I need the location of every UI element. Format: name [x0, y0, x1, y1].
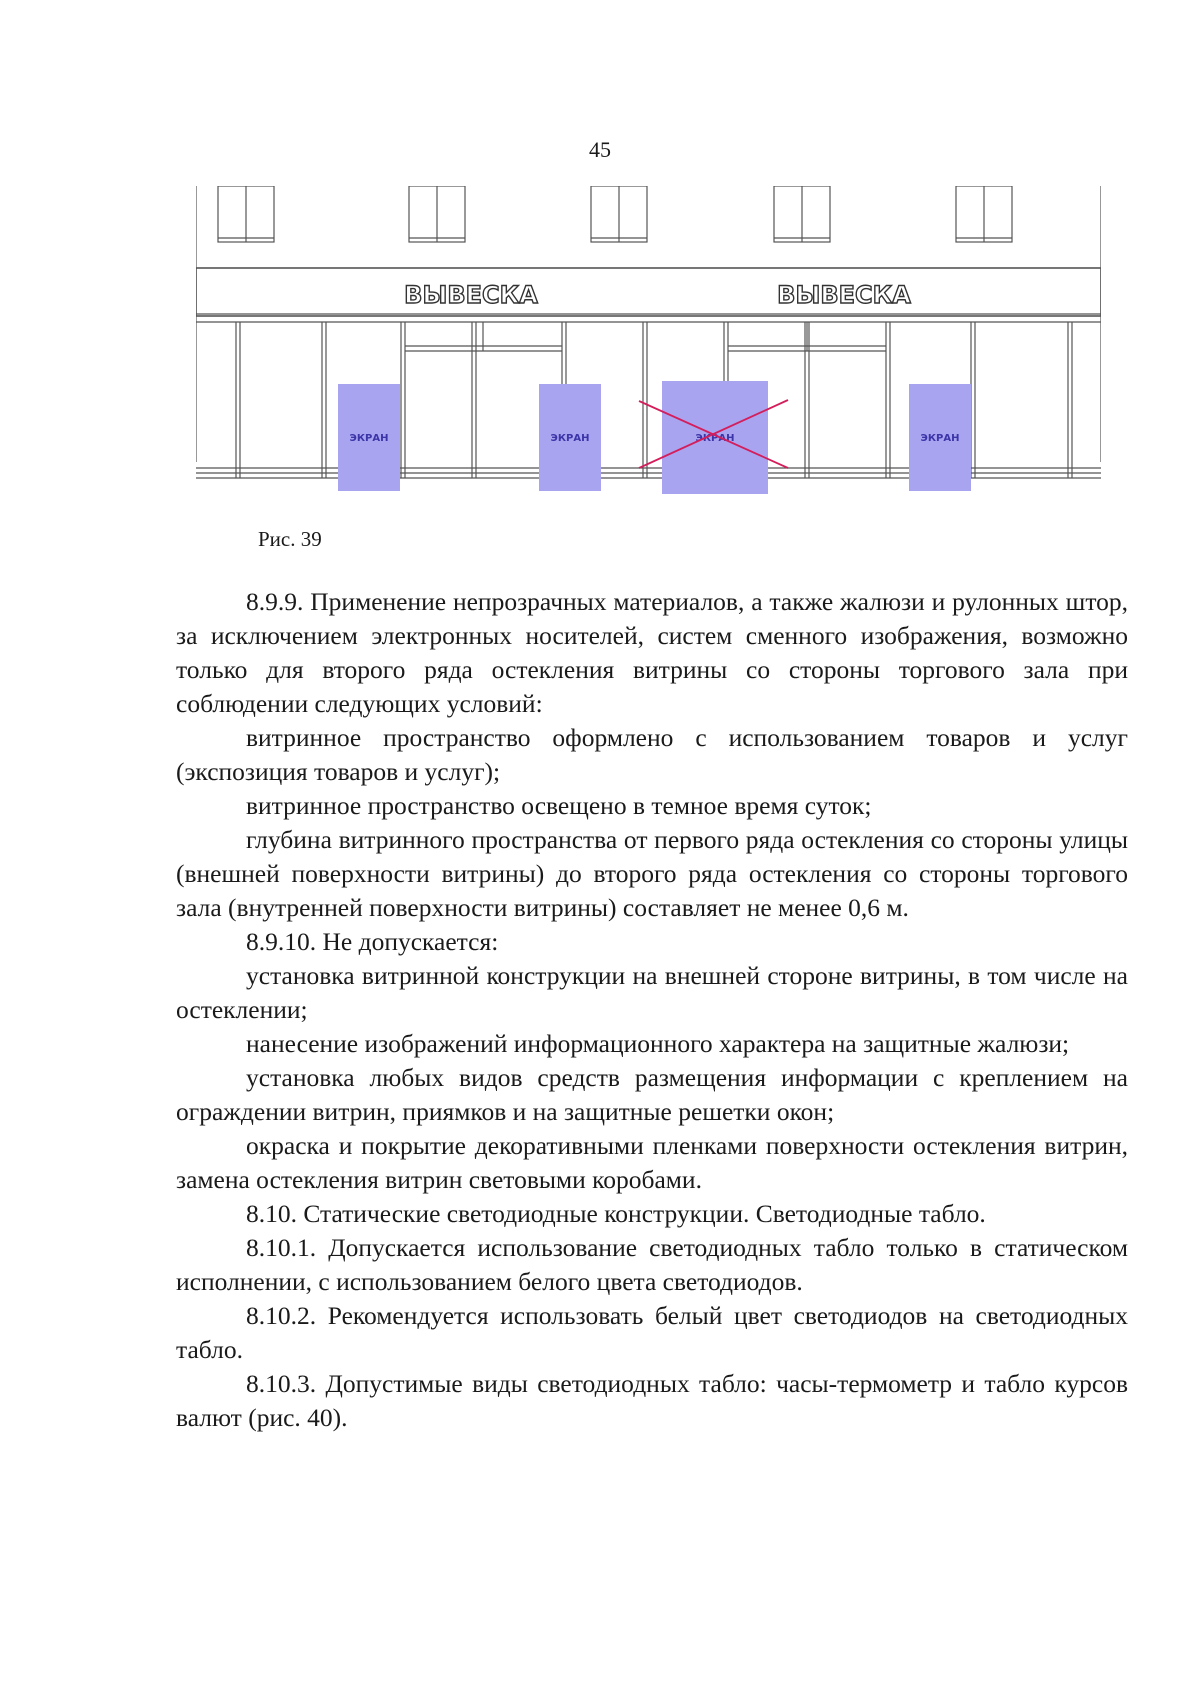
upper-windows — [218, 186, 1012, 242]
sign-label-right: ВЫВЕСКА — [777, 281, 911, 309]
screen-1-label: ЭКРАН — [349, 433, 389, 444]
section-heading-8-10: 8.10. Статические светодиодные конструкции. Светодиодные табло. — [246, 1199, 986, 1228]
page-number: 45 — [589, 137, 611, 162]
paragraph-8-9-10: 8.9.10. Не допускается: — [246, 927, 499, 956]
list-item: глубина витринного пространства от первого ряда остекления со стороны улицы (внешней поверхности витрины) до второго ряда остекления со стороны торгового зала (внутренней поверхности витрины) составляет не менее 0,6 м. — [176, 825, 1128, 922]
storefront-figure — [196, 186, 1101, 522]
list-item: нанесение изображений информационного характера на защитные жалюзи; — [246, 1029, 1070, 1058]
storefront-drawing — [196, 186, 1101, 522]
screen-4-label: ЭКРАН — [920, 433, 960, 444]
paragraph-8-10-2: 8.10.2. Рекомендуется использовать белый цвет светодиодов на светодиодных табло. — [176, 1301, 1128, 1364]
screen-3-label: ЭКРАН — [695, 433, 735, 444]
sign-label-left: ВЫВЕСКА — [404, 281, 538, 309]
body-text — [176, 585, 1128, 1435]
list-item: витринное пространство освещено в темное время суток; — [246, 791, 872, 820]
screen-2-label: ЭКРАН — [550, 433, 590, 444]
paragraph-8-9-9: 8.9.9. Применение непрозрачных материалов, а также жалюзи и рулонных штор, за исключением электронных носителей, систем сменного изображения, возможно только для второго ряда остекления витрины со стороны торгового зала при соблюдении следующих условий: — [176, 587, 1128, 718]
list-item: установка витринной конструкции на внешней стороне витрины, в том числе на остеклении; — [176, 961, 1128, 1024]
list-item: витринное пространство оформлено с использованием товаров и услуг (экспозиция товаров и услуг); — [176, 723, 1128, 786]
list-item: установка любых видов средств размещения информации с креплением на ограждении витрин, приямков и на защитные решетки окон; — [176, 1063, 1128, 1126]
list-item: окраска и покрытие декоративными пленками поверхности остекления витрин, замена остекления витрин световыми коробами. — [176, 1131, 1128, 1194]
paragraph-8-10-3: 8.10.3. Допустимые виды светодиодных табло: часы-термометр и табло курсов валют (рис. 40). — [176, 1369, 1128, 1432]
paragraph-8-10-1: 8.10.1. Допускается использование светодиодных табло только в статическом исполнении, с использованием белого цвета светодиодов. — [176, 1233, 1128, 1296]
figure-caption: Рис. 39 — [258, 527, 322, 551]
